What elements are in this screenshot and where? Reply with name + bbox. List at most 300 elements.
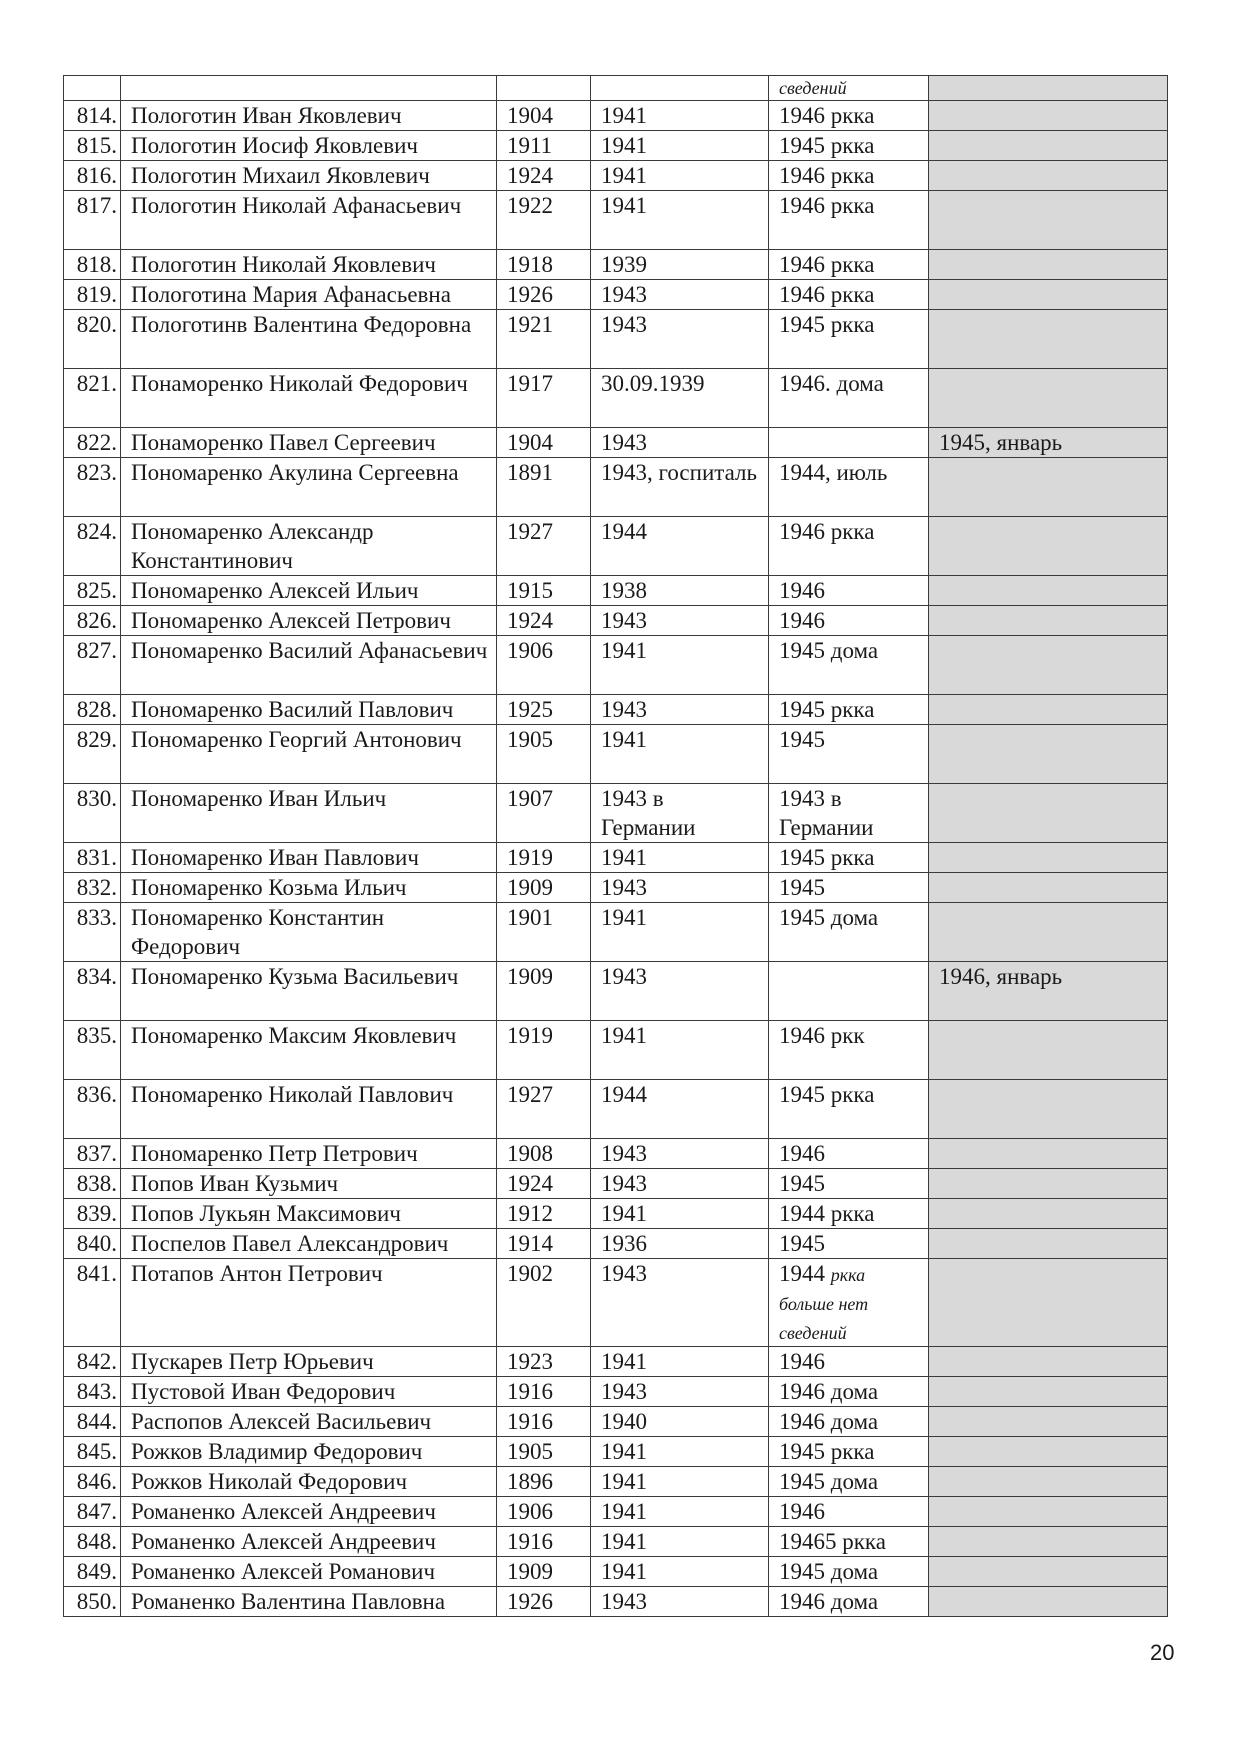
cell-last (929, 1347, 1168, 1377)
table-row (64, 725, 1168, 784)
cell-called-text: 1941 (601, 845, 647, 870)
cell-number-text: 838. (76, 1171, 117, 1196)
cell-born-text: 1891 (507, 460, 553, 485)
cell-return (769, 606, 929, 636)
cell-born (497, 1021, 591, 1080)
cell-called-text: 1944 (601, 1082, 647, 1107)
cell-last (929, 310, 1168, 369)
cell-name (121, 1407, 497, 1437)
cell-return (769, 1080, 929, 1139)
cell-last (929, 576, 1168, 606)
cell-return (769, 131, 929, 161)
cell-return (769, 1377, 929, 1407)
cell-return (769, 784, 929, 843)
cell-called-text: 1943 (601, 1141, 647, 1166)
cell-born-text: 1921 (507, 312, 553, 337)
cell-return-text: 1944, июль (779, 460, 888, 485)
cell-born-text: 1922 (507, 193, 553, 218)
cell-born (497, 517, 591, 576)
cell-number (64, 1497, 121, 1527)
cell-return-text: 1944 ркка (779, 1201, 875, 1226)
cell-return-text: 1945 дома (779, 1469, 879, 1494)
cell-number-text: 817. (76, 193, 117, 218)
cell-name (121, 191, 497, 250)
cell-born (497, 903, 591, 962)
cell-name (121, 1497, 497, 1527)
cell-born (497, 1347, 591, 1377)
cell-return (769, 725, 929, 784)
cell-name (121, 1467, 497, 1497)
cell-number-text: 830. (76, 786, 117, 811)
cell-born-text: 1906 (507, 638, 553, 663)
cell-last (929, 1139, 1168, 1169)
cell-name-text: Пономаренко Алексей Петрович (131, 608, 451, 633)
cell-name (121, 1377, 497, 1407)
cell-name (121, 1199, 497, 1229)
table-row (64, 101, 1168, 131)
cell-born (497, 784, 591, 843)
cell-called-text: 1941 (601, 133, 647, 158)
cell-born-text: 1916 (507, 1379, 553, 1404)
cell-name-text: Пологотинв Валентина Федоровна (131, 312, 472, 337)
cell-number-text: 824. (76, 519, 117, 544)
cell-called (591, 369, 769, 428)
cell-born-text: 1926 (507, 282, 553, 307)
cell-return (769, 636, 929, 695)
cell-number (64, 962, 121, 1021)
cell-return-text: 1946 ркка (779, 282, 875, 307)
cell-name (121, 131, 497, 161)
cell-name (121, 636, 497, 695)
cell-born (497, 1199, 591, 1229)
cell-born-text: 1905 (507, 727, 553, 752)
cell-name (121, 1557, 497, 1587)
cell-name (121, 1527, 497, 1557)
cell-called (591, 606, 769, 636)
cell-name-text: Распопов Алексей Васильевич (131, 1409, 432, 1434)
cell-born (497, 1587, 591, 1617)
cell-last (929, 1021, 1168, 1080)
table-row (64, 576, 1168, 606)
cell-number-text: 834. (76, 964, 117, 989)
table-row (64, 1139, 1168, 1169)
table-row (64, 1407, 1168, 1437)
cell-born (497, 1527, 591, 1557)
cell-number (64, 280, 121, 310)
cell-number (64, 873, 121, 903)
cell-name-text: Рожков Николай Федорович (131, 1469, 408, 1494)
cell-return (769, 903, 929, 962)
cell-last (929, 191, 1168, 250)
cell-called (591, 1347, 769, 1377)
cell-number (64, 1080, 121, 1139)
cell-called (591, 517, 769, 576)
cell-born (497, 280, 591, 310)
cell-born-text: 1918 (507, 252, 553, 277)
cell-called (591, 1199, 769, 1229)
cell-return-text: 1946 ркка (779, 519, 875, 544)
cell-number-text: 828. (76, 697, 117, 722)
cell-return (769, 458, 929, 517)
cell-called (591, 843, 769, 873)
table-row (64, 280, 1168, 310)
table-row (64, 1377, 1168, 1407)
cell-born (497, 250, 591, 280)
cell-last (929, 1229, 1168, 1259)
cell-called (591, 101, 769, 131)
cell-number-text: 825. (76, 578, 117, 603)
cell-called-text: 1943 в Германии (601, 786, 696, 840)
cell-name-text: Романенко Алексей Андреевич (131, 1529, 436, 1554)
cell-born (497, 101, 591, 131)
cell-born (497, 636, 591, 695)
cell-name (121, 1437, 497, 1467)
table-row (64, 636, 1168, 695)
cell-born (497, 725, 591, 784)
cell-last (929, 843, 1168, 873)
cell-return (769, 1139, 929, 1169)
cell-return-text: 1945 ркка (779, 133, 875, 158)
cell-last (929, 903, 1168, 962)
cell-name-text: Пологотин Иосиф Яковлевич (131, 133, 418, 158)
table-row (64, 1080, 1168, 1139)
cell-number (64, 636, 121, 695)
cell-born (497, 606, 591, 636)
cell-last (929, 131, 1168, 161)
cell-born-text: 1925 (507, 697, 553, 722)
cell-born-text: 1924 (507, 1171, 553, 1196)
cell-called (591, 76, 769, 101)
cell-number-text: 833. (76, 905, 117, 930)
cell-called-text: 1940 (601, 1409, 647, 1434)
cell-return-text: 1945 (779, 1231, 825, 1256)
cell-called-text: 1943 (601, 697, 647, 722)
cell-return (769, 280, 929, 310)
cell-name-text: Пологотин Николай Афанасьевич (131, 193, 462, 218)
cell-called-text: 1943, госпиталь (601, 460, 757, 485)
table-row-continued (64, 76, 1168, 101)
cell-return-text: 1945 (779, 727, 825, 752)
cell-born-text: 1909 (507, 1559, 553, 1584)
cell-last (929, 606, 1168, 636)
cell-return (769, 1259, 929, 1347)
cell-name (121, 1021, 497, 1080)
cell-return (769, 161, 929, 191)
cell-number-text: 844. (76, 1409, 117, 1434)
cell-born-text: 1909 (507, 964, 553, 989)
cell-last (929, 1587, 1168, 1617)
cell-name-text: Пономаренко Василий Павлович (131, 697, 454, 722)
cell-number-text: 835. (76, 1023, 117, 1048)
table-row (64, 517, 1168, 576)
cell-last (929, 636, 1168, 695)
cell-return-text: 1946 дома (779, 1589, 879, 1614)
cell-born (497, 843, 591, 873)
table-row (64, 1021, 1168, 1080)
cell-return-text: 1946 ркка (779, 252, 875, 277)
cell-called (591, 1169, 769, 1199)
cell-number (64, 1467, 121, 1497)
cell-born (497, 310, 591, 369)
cell-return-text: 1945 ркка (779, 1082, 875, 1107)
cell-last (929, 1080, 1168, 1139)
cell-called-text: 1943 (601, 608, 647, 633)
cell-born-text: 1914 (507, 1231, 553, 1256)
cell-called-text: 1943 (601, 430, 647, 455)
cell-number (64, 131, 121, 161)
cell-number (64, 1021, 121, 1080)
cell-called (591, 1139, 769, 1169)
cell-return-text: 1946 дома (779, 1379, 879, 1404)
cell-born-text: 1904 (507, 430, 553, 455)
cell-born (497, 1259, 591, 1347)
cell-name (121, 369, 497, 428)
cell-last (929, 101, 1168, 131)
cell-return-text: 1945 ркка (779, 1439, 875, 1464)
cell-born (497, 695, 591, 725)
cell-born (497, 1557, 591, 1587)
cell-return (769, 310, 929, 369)
cell-born (497, 428, 591, 458)
cell-last (929, 369, 1168, 428)
cell-number-text: 818. (76, 252, 117, 277)
cell-name-text: Понаморенко Николай Федорович (131, 371, 468, 396)
cell-name-text: Пологотин Иван Яковлевич (131, 103, 402, 128)
cell-name (121, 843, 497, 873)
cell-name-text: Пологотин Михаил Яковлевич (131, 163, 430, 188)
table-row (64, 695, 1168, 725)
cell-return (769, 962, 929, 1021)
cell-return (769, 101, 929, 131)
cell-called-text: 1941 (601, 1349, 647, 1374)
cell-number (64, 1527, 121, 1557)
cell-called-text: 1943 (601, 1589, 647, 1614)
cell-called-text: 1941 (601, 638, 647, 663)
cell-last-text: 1946, январь (939, 964, 1063, 989)
cell-number (64, 1557, 121, 1587)
cell-name-text: Попов Лукьян Максимович (131, 1201, 401, 1226)
cell-name-text: Пускарев Петр Юрьевич (131, 1349, 374, 1374)
cell-born (497, 76, 591, 101)
cell-return-text: 1946. дома (779, 371, 884, 396)
cell-return-text: 1945 ркка (779, 845, 875, 870)
table-row (64, 962, 1168, 1021)
cell-number (64, 101, 121, 131)
cell-number (64, 428, 121, 458)
cell-last (929, 1199, 1168, 1229)
cell-called-text: 1939 (601, 252, 647, 277)
cell-name-text: Романенко Алексей Андреевич (131, 1499, 436, 1524)
cell-return-text: 1946 дома (779, 1409, 879, 1434)
table-row (64, 428, 1168, 458)
table-row (64, 161, 1168, 191)
cell-last (929, 1467, 1168, 1497)
cell-return-text: 1945 (779, 1171, 825, 1196)
table-row (64, 784, 1168, 843)
cell-return-text: 1945 дома (779, 905, 879, 930)
cell-number (64, 1377, 121, 1407)
cell-called-text: 1941 (601, 1439, 647, 1464)
cell-number (64, 458, 121, 517)
cell-born (497, 131, 591, 161)
cell-return (769, 873, 929, 903)
cell-name-text: Пономаренко Козьма Ильич (131, 875, 407, 900)
cell-called-text: 1944 (601, 519, 647, 544)
cell-born-text: 1907 (507, 786, 553, 811)
cell-called (591, 161, 769, 191)
cell-called (591, 1259, 769, 1347)
cell-return (769, 428, 929, 458)
cell-return-text: 1944 (779, 1261, 825, 1286)
cell-name (121, 576, 497, 606)
cell-return (769, 1497, 929, 1527)
cell-number (64, 1437, 121, 1467)
table-row (64, 1467, 1168, 1497)
cell-name-text: Пономаренко Василий Афанасьевич (131, 638, 488, 663)
cell-return-text: 1943 в Германии (779, 786, 874, 840)
cell-return-note-text: ркка больше нет сведений (779, 1265, 869, 1343)
table-row (64, 250, 1168, 280)
cell-number (64, 369, 121, 428)
table-row (64, 903, 1168, 962)
table-row (64, 369, 1168, 428)
cell-called (591, 1497, 769, 1527)
table-row (64, 606, 1168, 636)
cell-born (497, 1169, 591, 1199)
cell-called (591, 1407, 769, 1437)
cell-name-text: Пустовой Иван Федорович (131, 1379, 396, 1404)
cell-called (591, 428, 769, 458)
cell-return-text: 1945 ркка (779, 697, 875, 722)
cell-called (591, 576, 769, 606)
cell-called (591, 784, 769, 843)
cell-born-text: 1923 (507, 1349, 553, 1374)
cell-number (64, 1407, 121, 1437)
cell-number (64, 76, 121, 101)
cell-name (121, 1080, 497, 1139)
cell-born-text: 1919 (507, 1023, 553, 1048)
cell-return (769, 1587, 929, 1617)
cell-name (121, 1139, 497, 1169)
cell-number (64, 250, 121, 280)
cell-number-text: 840. (76, 1231, 117, 1256)
cell-return-text: 1946 ркк (779, 1023, 865, 1048)
cell-return (769, 1467, 929, 1497)
cell-number-text: 815. (76, 133, 117, 158)
cell-called-text: 1941 (601, 1529, 647, 1554)
cell-last (929, 1437, 1168, 1467)
cell-name-text: Пономаренко Георгий Антонович (131, 727, 462, 752)
cell-return (769, 250, 929, 280)
cell-called (591, 1021, 769, 1080)
cell-number-text: 829. (76, 727, 117, 752)
table-row (64, 1199, 1168, 1229)
cell-number-text: 836. (76, 1082, 117, 1107)
cell-name (121, 280, 497, 310)
cell-last (929, 458, 1168, 517)
cell-called-text: 1941 (601, 905, 647, 930)
cell-called (591, 1229, 769, 1259)
cell-born-text: 1902 (507, 1261, 553, 1286)
cell-number-text: 821. (76, 371, 117, 396)
cell-name (121, 873, 497, 903)
cell-called (591, 873, 769, 903)
cell-called (591, 1587, 769, 1617)
cell-name (121, 695, 497, 725)
cell-called-text: 1941 (601, 1499, 647, 1524)
table-row (64, 1259, 1168, 1347)
cell-last (929, 517, 1168, 576)
cell-born-text: 1901 (507, 905, 553, 930)
cell-name-text: Потапов Антон Петрович (131, 1261, 383, 1286)
cell-number (64, 191, 121, 250)
cell-born-text: 1917 (507, 371, 553, 396)
cell-name-text: Пономаренко Иван Павлович (131, 845, 419, 870)
cell-called-text: 1943 (601, 1379, 647, 1404)
cell-return (769, 369, 929, 428)
cell-return-text: 1946 (779, 1499, 825, 1524)
cell-name-text: Понаморенко Павел Сергеевич (131, 430, 436, 455)
cell-number (64, 1229, 121, 1259)
cell-called (591, 903, 769, 962)
cell-called (591, 1527, 769, 1557)
cell-return-text: 1946 (779, 1349, 825, 1374)
cell-born (497, 458, 591, 517)
page-number: 20 (1150, 1640, 1175, 1665)
cell-born-text: 1926 (507, 1589, 553, 1614)
cell-name-text: Пономаренко Николай Павлович (131, 1082, 454, 1107)
cell-last (929, 725, 1168, 784)
cell-called-text: 1941 (601, 727, 647, 752)
table-row (64, 1347, 1168, 1377)
cell-called-text: 1941 (601, 1023, 647, 1048)
records-table (63, 75, 1168, 1617)
cell-last (929, 1169, 1168, 1199)
cell-called (591, 962, 769, 1021)
cell-born-text: 1896 (507, 1469, 553, 1494)
cell-last (929, 1377, 1168, 1407)
cell-called-text: 30.09.1939 (601, 371, 705, 396)
cell-last (929, 76, 1168, 101)
cell-number-text: 826. (76, 608, 117, 633)
cell-name (121, 903, 497, 962)
cell-called (591, 695, 769, 725)
cell-last (929, 428, 1168, 458)
cell-born-text: 1915 (507, 578, 553, 603)
cell-number-text: 839. (76, 1201, 117, 1226)
cell-called (591, 1437, 769, 1467)
cell-return (769, 1437, 929, 1467)
cell-called (591, 1080, 769, 1139)
cell-number-text: 832. (76, 875, 117, 900)
cell-born (497, 1437, 591, 1467)
cell-born (497, 1407, 591, 1437)
cell-name-text: Попов Иван Кузьмич (131, 1171, 339, 1196)
cell-called-text: 1941 (601, 163, 647, 188)
cell-return (769, 1169, 929, 1199)
cell-called-text: 1943 (601, 1261, 647, 1286)
cell-name-text: Рожков Владимир Федорович (131, 1439, 423, 1464)
cell-called-text: 1941 (601, 103, 647, 128)
cell-born (497, 962, 591, 1021)
cell-name (121, 428, 497, 458)
cell-number (64, 576, 121, 606)
cell-return (769, 1557, 929, 1587)
cell-number (64, 843, 121, 873)
cell-return (769, 695, 929, 725)
cell-number-text: 822. (76, 430, 117, 455)
cell-born (497, 369, 591, 428)
